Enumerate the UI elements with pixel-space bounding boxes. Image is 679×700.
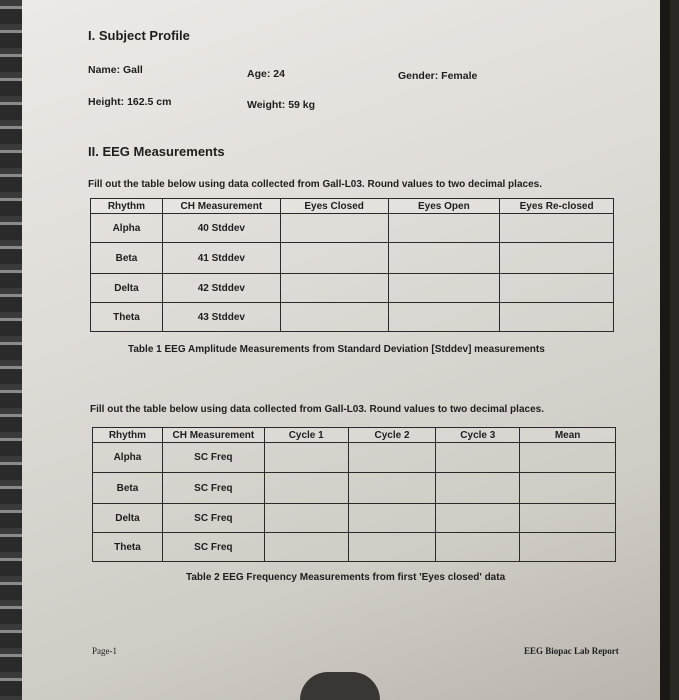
document-page — [22, 0, 670, 700]
rhythm-cell: Alpha — [93, 443, 163, 473]
cycle2-cell[interactable] — [348, 504, 436, 533]
mean-cell[interactable] — [520, 504, 616, 533]
rhythm-cell: Delta — [93, 504, 163, 533]
column-header: Cycle 2 — [348, 428, 436, 443]
eeg-frequency-table — [92, 427, 616, 562]
column-header: Cycle 1 — [264, 428, 348, 443]
eyes-closed-cell[interactable] — [280, 303, 388, 332]
table-row — [91, 243, 614, 274]
eyes-closed-cell[interactable] — [280, 274, 388, 303]
column-header: Rhythm — [91, 199, 163, 214]
hand-shadow — [300, 672, 380, 700]
report-title: EEG Biopac Lab Report — [524, 646, 619, 656]
eyes-open-cell[interactable] — [388, 303, 500, 332]
eyes-reclosed-cell[interactable] — [500, 214, 614, 243]
subject-height: Height: 162.5 cm — [88, 96, 172, 108]
subject-profile-heading: I. Subject Profile — [88, 28, 190, 43]
rhythm-cell: Delta — [91, 274, 163, 303]
cycle2-cell[interactable] — [348, 533, 436, 562]
measurement-cell: 40 Stddev — [162, 214, 280, 243]
subject-age: Age: 24 — [247, 68, 285, 80]
measurement-cell: SC Freq — [162, 473, 264, 504]
eyes-open-cell[interactable] — [388, 214, 500, 243]
column-header: Rhythm — [93, 428, 163, 443]
measurement-cell: SC Freq — [162, 443, 264, 473]
mean-cell[interactable] — [520, 443, 616, 473]
table2-caption: Table 2 EEG Frequency Measurements from first 'Eyes closed' data — [186, 572, 506, 583]
binder-rings — [0, 0, 22, 700]
table-header-row — [91, 199, 614, 214]
table-row — [93, 533, 616, 562]
measurement-cell: SC Freq — [162, 504, 264, 533]
mean-cell[interactable] — [520, 533, 616, 562]
eyes-reclosed-cell[interactable] — [500, 274, 614, 303]
table1-caption: Table 1 EEG Amplitude Measurements from Standard Deviation [Stddev] measurements — [128, 344, 545, 355]
cycle1-cell[interactable] — [264, 443, 348, 473]
eyes-closed-cell[interactable] — [280, 214, 388, 243]
column-header: CH Measurement — [162, 428, 264, 443]
mean-cell[interactable] — [520, 473, 616, 504]
table1-instruction: Fill out the table below using data collected from Gall-L03. Round values to two decimal places. — [88, 179, 542, 190]
subject-weight: Weight: 59 kg — [247, 99, 316, 111]
eyes-reclosed-cell[interactable] — [500, 303, 614, 332]
table-row — [91, 274, 614, 303]
eeg-measurements-heading: II. EEG Measurements — [88, 144, 225, 159]
rhythm-cell: Beta — [93, 473, 163, 504]
measurement-cell: 43 Stddev — [162, 303, 280, 332]
table-row — [91, 303, 614, 332]
measurement-cell: 42 Stddev — [162, 274, 280, 303]
measurement-cell: SC Freq — [162, 533, 264, 562]
column-header: Eyes Re-closed — [500, 199, 614, 214]
column-header: Mean — [520, 428, 616, 443]
rhythm-cell: Theta — [91, 303, 163, 332]
column-header: CH Measurement — [162, 199, 280, 214]
cycle3-cell[interactable] — [436, 504, 520, 533]
rhythm-cell: Theta — [93, 533, 163, 562]
cycle3-cell[interactable] — [436, 473, 520, 504]
measurement-cell: 41 Stddev — [162, 243, 280, 274]
eyes-open-cell[interactable] — [388, 274, 500, 303]
cycle1-cell[interactable] — [264, 504, 348, 533]
cycle2-cell[interactable] — [348, 443, 436, 473]
column-header: Eyes Closed — [280, 199, 388, 214]
rhythm-cell: Beta — [91, 243, 163, 274]
subject-name: Name: Gall — [88, 64, 143, 76]
eyes-closed-cell[interactable] — [280, 243, 388, 274]
subject-gender: Gender: Female — [398, 70, 478, 82]
table-row — [93, 443, 616, 473]
cycle3-cell[interactable] — [436, 533, 520, 562]
cycle1-cell[interactable] — [264, 473, 348, 504]
table2-instruction: Fill out the table below using data collected from Gall-L03. Round values to two decimal places. — [90, 404, 544, 415]
rhythm-cell: Alpha — [91, 214, 163, 243]
eyes-open-cell[interactable] — [388, 243, 500, 274]
table-row — [93, 473, 616, 504]
page-edge-shadow — [660, 0, 670, 700]
table-row — [93, 504, 616, 533]
eyes-reclosed-cell[interactable] — [500, 243, 614, 274]
table-row — [91, 214, 614, 243]
eeg-amplitude-table — [90, 198, 614, 332]
column-header: Cycle 3 — [436, 428, 520, 443]
column-header: Eyes Open — [388, 199, 500, 214]
cycle1-cell[interactable] — [264, 533, 348, 562]
cycle3-cell[interactable] — [436, 443, 520, 473]
cycle2-cell[interactable] — [348, 473, 436, 504]
table-header-row — [93, 428, 616, 443]
page-number: Page-1 — [92, 646, 117, 656]
